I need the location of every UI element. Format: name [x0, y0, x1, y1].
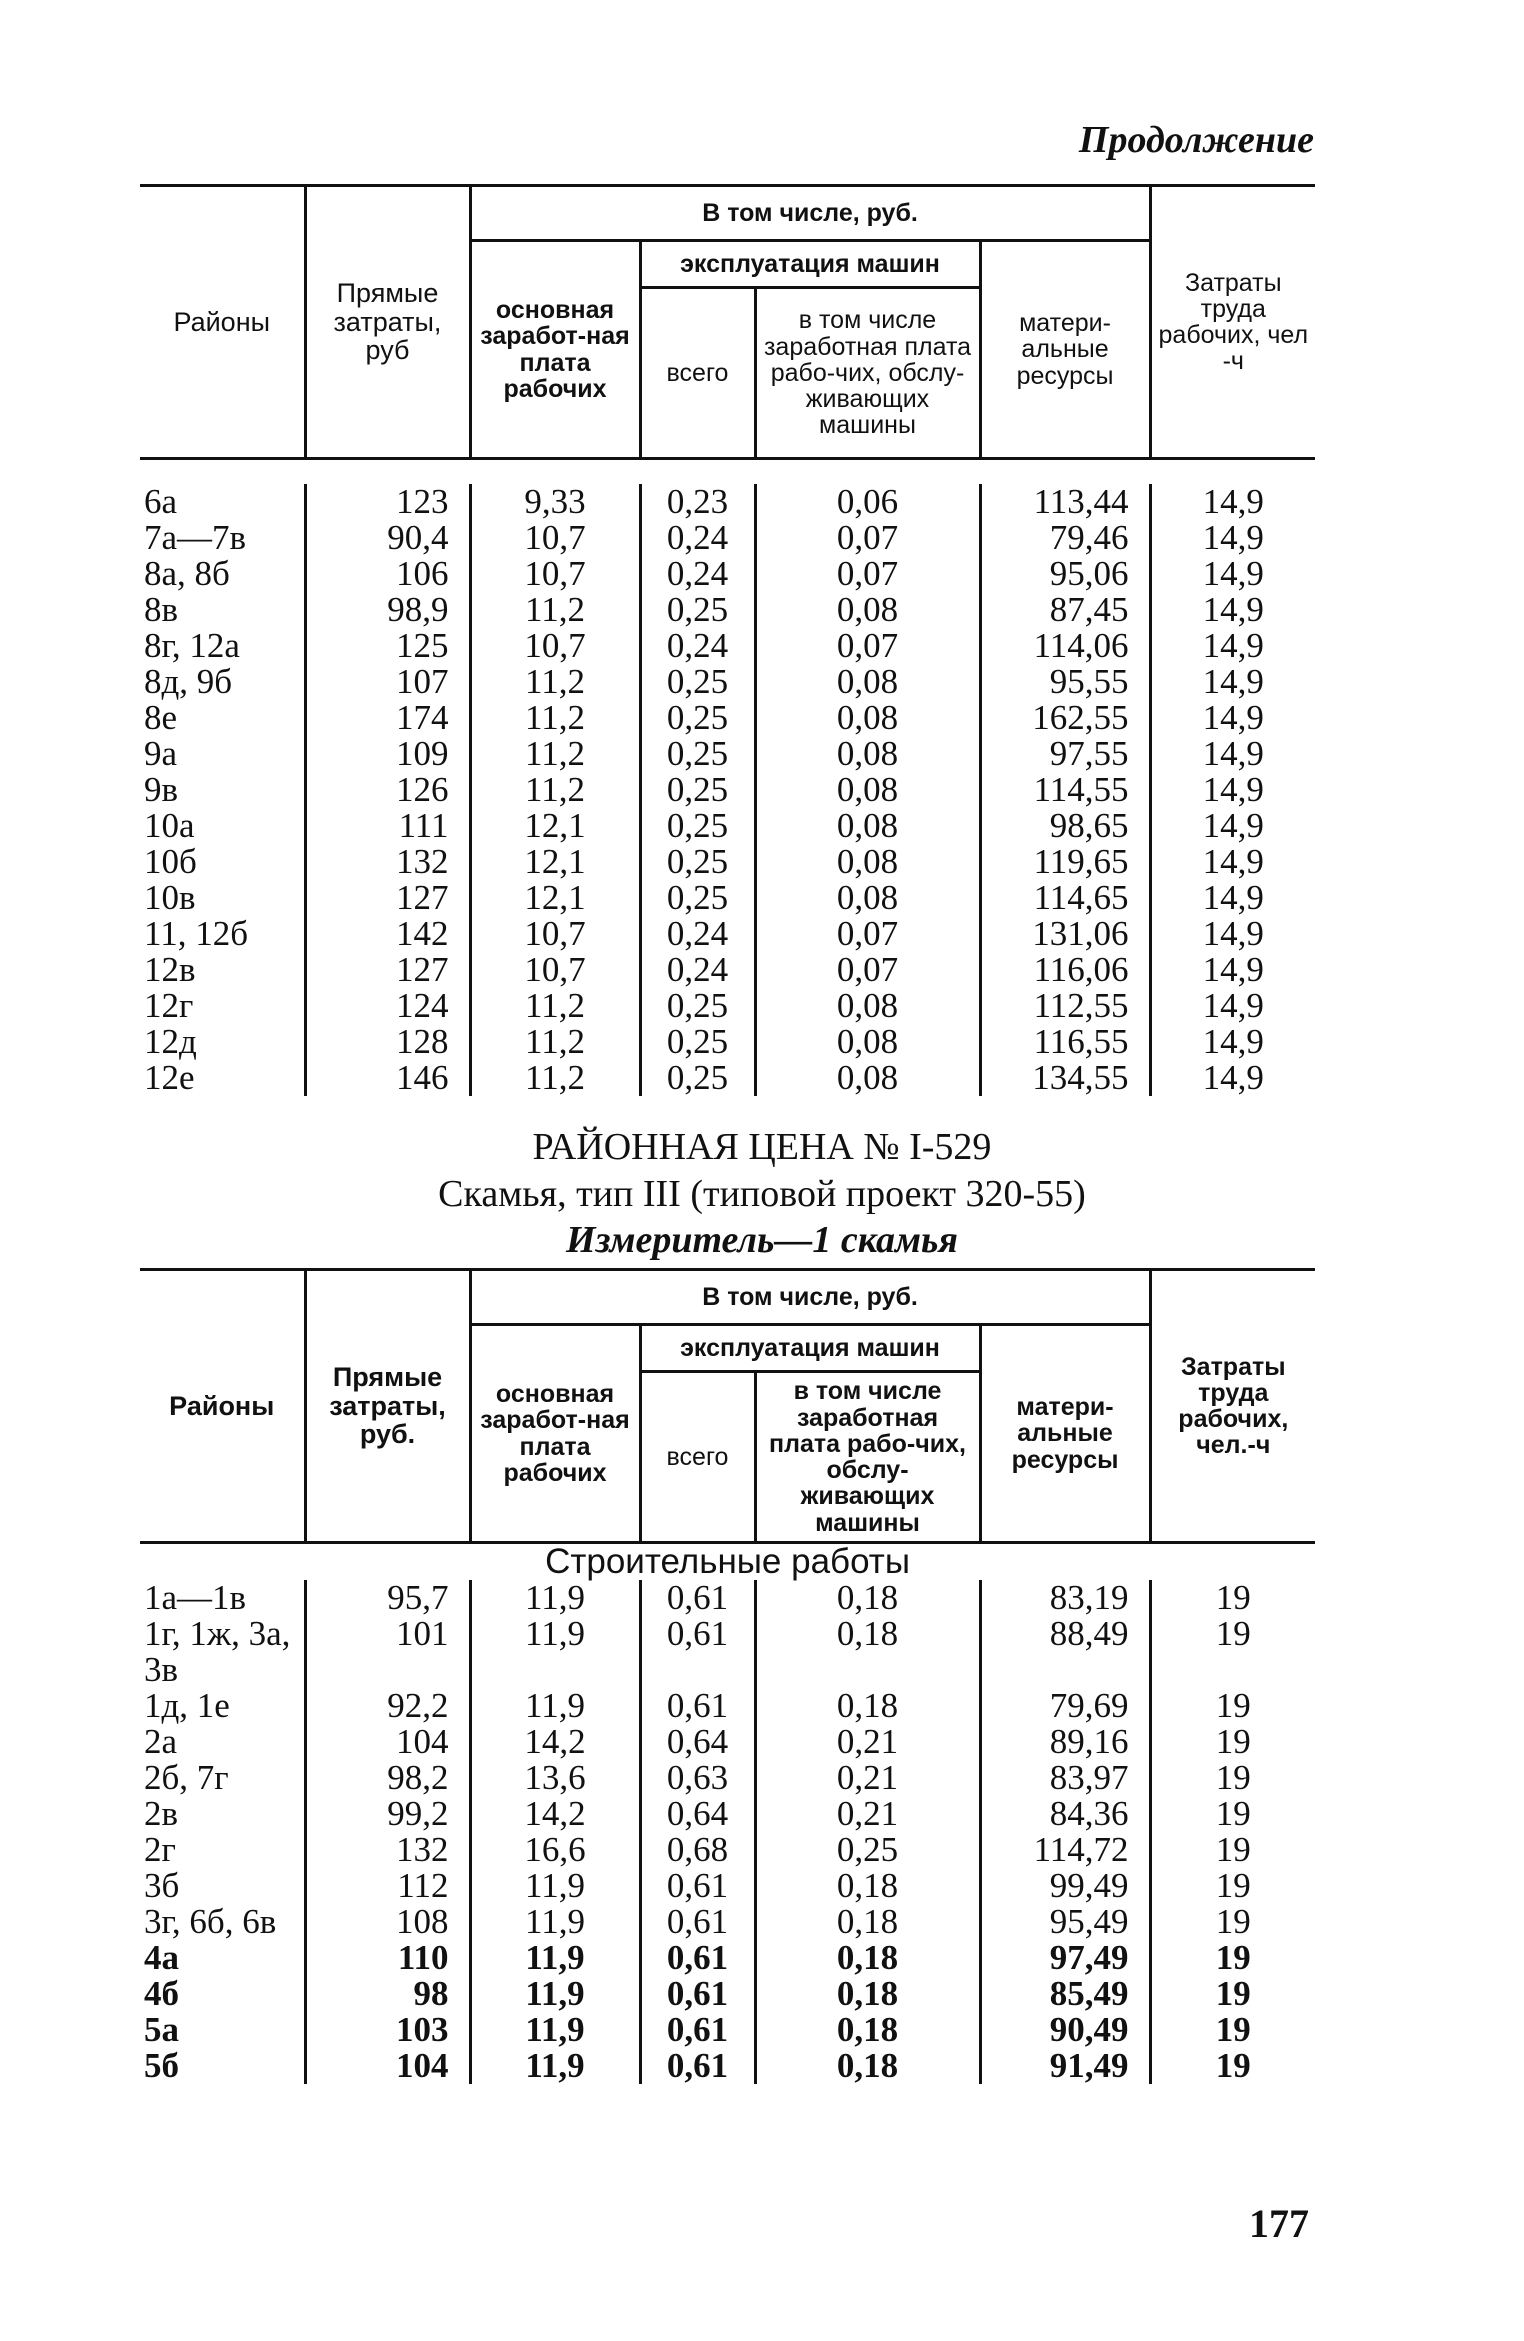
machine-total-cell: 0,61 — [640, 1580, 755, 1616]
machine-wages-cell: 0,18 — [755, 1580, 980, 1616]
table-row — [140, 520, 1315, 556]
table-row — [140, 1796, 1315, 1832]
direct-costs-cell: 98,9 — [305, 592, 470, 628]
materials-cell: 114,72 — [980, 1832, 1150, 1868]
region-cell: 3б — [140, 1868, 305, 1904]
table-row — [140, 628, 1315, 664]
materials-cell: 97,49 — [980, 1940, 1150, 1976]
base-wages-cell: 11,9 — [470, 1688, 640, 1724]
machine-wages-cell: 0,08 — [755, 700, 980, 736]
region-cell: 8а, 8б — [140, 556, 305, 592]
region-cell: 9в — [140, 772, 305, 808]
continued-label: Продолжение — [1078, 119, 1314, 161]
region-cell: 8г, 12а — [140, 628, 305, 664]
machine-total-cell: 0,61 — [640, 1904, 755, 1940]
direct-costs-cell: 132 — [305, 844, 470, 880]
base-wages-cell: 13,6 — [470, 1760, 640, 1796]
base-wages-cell: 11,2 — [470, 988, 640, 1024]
direct-costs-cell: 124 — [305, 988, 470, 1024]
base-wages-cell: 9,33 — [470, 484, 640, 520]
machine-total-cell: 0,64 — [640, 1796, 755, 1832]
machine-wages-cell: 0,08 — [755, 592, 980, 628]
materials-cell: 79,46 — [980, 520, 1150, 556]
materials-cell: 114,06 — [980, 628, 1150, 664]
direct-costs-cell: 126 — [305, 772, 470, 808]
machine-wages-cell: 0,25 — [755, 1832, 980, 1868]
base-wages-cell: 14,2 — [470, 1796, 640, 1832]
direct-costs-cell: 111 — [305, 808, 470, 844]
materials-cell: 114,55 — [980, 772, 1150, 808]
base-wages-cell: 11,2 — [470, 1060, 640, 1096]
machine-wages-cell: 0,07 — [755, 520, 980, 556]
table-row — [140, 808, 1315, 844]
labor-cell: 14,9 — [1202, 1022, 1264, 1061]
base-wages-cell: 10,7 — [470, 916, 640, 952]
header-including: В том числе, руб. — [470, 1270, 1150, 1325]
table-row — [140, 772, 1315, 808]
labor-cell: 19 — [1215, 1758, 1251, 1797]
machine-wages-cell: 0,18 — [755, 1688, 980, 1724]
machine-total-cell: 0,25 — [640, 880, 755, 916]
base-wages-cell: 11,9 — [470, 1904, 640, 1940]
direct-costs-cell: 132 — [305, 1832, 470, 1868]
table-row — [140, 952, 1315, 988]
machine-wages-cell: 0,06 — [755, 484, 980, 520]
labor-cell: 19 — [1215, 1686, 1251, 1725]
machine-total-cell: 0,64 — [640, 1724, 755, 1760]
table-row — [140, 1832, 1315, 1868]
base-wages-cell: 11,9 — [470, 1580, 640, 1616]
materials-cell: 90,49 — [980, 2012, 1150, 2048]
direct-costs-cell: 95,7 — [305, 1580, 470, 1616]
region-cell: 1г, 1ж, 3а, 3в — [140, 1616, 305, 1688]
direct-costs-cell: 92,2 — [305, 1688, 470, 1724]
labor-cell: 14,9 — [1202, 482, 1264, 521]
machine-total-cell: 0,25 — [640, 1060, 755, 1096]
machine-total-cell: 0,61 — [640, 1976, 755, 2012]
direct-costs-cell: 106 — [305, 556, 470, 592]
region-cell: 12г — [140, 988, 305, 1024]
materials-cell: 95,06 — [980, 556, 1150, 592]
header-materials: матери-альные ресурсы — [980, 1325, 1150, 1543]
labor-cell: 14,9 — [1202, 626, 1264, 665]
base-wages-cell: 11,2 — [470, 664, 640, 700]
table-row — [140, 2012, 1315, 2048]
machine-total-cell: 0,24 — [640, 916, 755, 952]
base-wages-cell: 12,1 — [470, 808, 640, 844]
region-cell: 12в — [140, 952, 305, 988]
header-region: Районы — [140, 1270, 305, 1543]
region-cell: 4б — [140, 1976, 305, 2012]
direct-costs-cell: 98 — [305, 1976, 470, 2012]
labor-cell: 19 — [1215, 1902, 1251, 1941]
table-row — [140, 1724, 1315, 1760]
machine-total-cell: 0,61 — [640, 1616, 755, 1688]
materials-cell: 84,36 — [980, 1796, 1150, 1832]
labor-cell: 19 — [1215, 1578, 1251, 1617]
direct-costs-cell: 123 — [305, 484, 470, 520]
machine-total-cell: 0,25 — [640, 700, 755, 736]
direct-costs-cell: 98,2 — [305, 1760, 470, 1796]
materials-cell: 95,55 — [980, 664, 1150, 700]
header-machine-operation: эксплуатация машин — [640, 241, 980, 288]
direct-costs-cell: 127 — [305, 880, 470, 916]
machine-total-cell: 0,63 — [640, 1760, 755, 1796]
region-cell: 1д, 1е — [140, 1688, 305, 1724]
direct-costs-cell: 110 — [305, 1940, 470, 1976]
labor-cell: 14,9 — [1202, 878, 1264, 917]
labor-cell: 19 — [1215, 1938, 1251, 1977]
table-row — [140, 1616, 1315, 1688]
region-cell: 2б, 7г — [140, 1760, 305, 1796]
measure-label: Измеритель—1 скамья — [566, 1219, 958, 1261]
labor-cell: 19 — [1215, 1866, 1251, 1905]
labor-cell: 14,9 — [1202, 986, 1264, 1025]
materials-cell: 79,69 — [980, 1688, 1150, 1724]
machine-total-cell: 0,24 — [640, 952, 755, 988]
machine-total-cell: 0,61 — [640, 1868, 755, 1904]
machine-total-cell: 0,23 — [640, 484, 755, 520]
table-row — [140, 664, 1315, 700]
header-labor: Затраты труда рабочих, чел -ч — [1150, 186, 1315, 459]
direct-costs-cell: 107 — [305, 664, 470, 700]
direct-costs-cell: 104 — [305, 1724, 470, 1760]
machine-total-cell: 0,25 — [640, 988, 755, 1024]
machine-total-cell: 0,24 — [640, 628, 755, 664]
direct-costs-cell: 109 — [305, 736, 470, 772]
header-materials: матери-альные ресурсы — [980, 241, 1150, 459]
direct-costs-cell: 127 — [305, 952, 470, 988]
materials-cell: 162,55 — [980, 700, 1150, 736]
base-wages-cell: 11,9 — [470, 2048, 640, 2084]
region-cell: 1а—1в — [140, 1580, 305, 1616]
direct-costs-cell: 174 — [305, 700, 470, 736]
table-row — [140, 1940, 1315, 1976]
machine-wages-cell: 0,08 — [755, 664, 980, 700]
table-row — [140, 1580, 1315, 1616]
header-machine-operation: эксплуатация машин — [640, 1325, 980, 1372]
machine-total-cell: 0,61 — [640, 1688, 755, 1724]
machine-total-cell: 0,61 — [640, 1940, 755, 1976]
materials-cell: 83,97 — [980, 1760, 1150, 1796]
machine-total-cell: 0,68 — [640, 1832, 755, 1868]
machine-wages-cell: 0,18 — [755, 2012, 980, 2048]
base-wages-cell: 11,2 — [470, 772, 640, 808]
table-row — [140, 1060, 1315, 1096]
machine-total-cell: 0,25 — [640, 1024, 755, 1060]
labor-cell: 19 — [1215, 1794, 1251, 1833]
region-cell: 8д, 9б — [140, 664, 305, 700]
materials-cell: 85,49 — [980, 1976, 1150, 2012]
direct-costs-cell: 112 — [305, 1868, 470, 1904]
machine-wages-cell: 0,21 — [755, 1796, 980, 1832]
table-row — [140, 916, 1315, 952]
machine-wages-cell: 0,21 — [755, 1760, 980, 1796]
materials-cell: 112,55 — [980, 988, 1150, 1024]
base-wages-cell: 14,2 — [470, 1724, 640, 1760]
header-total: всего — [640, 288, 755, 459]
region-cell: 10б — [140, 844, 305, 880]
region-cell: 3г, 6б, 6в — [140, 1904, 305, 1940]
materials-cell: 116,55 — [980, 1024, 1150, 1060]
base-wages-cell: 10,7 — [470, 556, 640, 592]
materials-cell: 87,45 — [980, 592, 1150, 628]
machine-wages-cell: 0,08 — [755, 988, 980, 1024]
table-row — [140, 1976, 1315, 2012]
materials-cell: 83,19 — [980, 1580, 1150, 1616]
direct-costs-cell: 146 — [305, 1060, 470, 1096]
page-number: 177 — [1249, 2201, 1309, 2246]
materials-cell: 114,65 — [980, 880, 1150, 916]
materials-cell: 91,49 — [980, 2048, 1150, 2084]
base-wages-cell: 12,1 — [470, 880, 640, 916]
direct-costs-cell: 103 — [305, 2012, 470, 2048]
direct-costs-cell: 128 — [305, 1024, 470, 1060]
table-row — [140, 484, 1315, 520]
header-region: Районы — [140, 186, 305, 459]
machine-wages-cell: 0,18 — [755, 1868, 980, 1904]
region-cell: 6а — [140, 484, 305, 520]
machine-wages-cell: 0,08 — [755, 736, 980, 772]
direct-costs-cell: 90,4 — [305, 520, 470, 556]
header-including: В том числе, руб. — [470, 186, 1150, 241]
header-direct-costs: Прямые затраты, руб. — [305, 1270, 470, 1543]
region-cell: 8е — [140, 700, 305, 736]
direct-costs-cell: 142 — [305, 916, 470, 952]
machine-total-cell: 0,25 — [640, 592, 755, 628]
table-row — [140, 700, 1315, 736]
base-wages-cell: 11,2 — [470, 736, 640, 772]
region-cell: 11, 12б — [140, 916, 305, 952]
region-cell: 8в — [140, 592, 305, 628]
labor-cell: 19 — [1215, 1614, 1251, 1653]
labor-cell: 14,9 — [1202, 698, 1264, 737]
materials-cell: 116,06 — [980, 952, 1150, 988]
machine-wages-cell: 0,08 — [755, 880, 980, 916]
header-base-wages: основная заработ-ная плата рабочих — [470, 1325, 640, 1543]
direct-costs-cell: 104 — [305, 2048, 470, 2084]
region-cell: 9а — [140, 736, 305, 772]
materials-cell: 98,65 — [980, 808, 1150, 844]
direct-costs-cell: 108 — [305, 1904, 470, 1940]
table-row — [140, 1904, 1315, 1940]
machine-total-cell: 0,25 — [640, 736, 755, 772]
table-2-body — [140, 1543, 1315, 2085]
header-incl-wages: в том числе заработная плата рабо-чих, обслу-живающих машины — [755, 288, 980, 459]
machine-total-cell: 0,24 — [640, 556, 755, 592]
base-wages-cell: 10,7 — [470, 628, 640, 664]
materials-cell: 131,06 — [980, 916, 1150, 952]
materials-cell: 134,55 — [980, 1060, 1150, 1096]
base-wages-cell: 11,2 — [470, 592, 640, 628]
machine-wages-cell: 0,08 — [755, 1060, 980, 1096]
machine-wages-cell: 0,08 — [755, 808, 980, 844]
machine-wages-cell: 0,07 — [755, 628, 980, 664]
machine-wages-cell: 0,18 — [755, 1976, 980, 2012]
machine-total-cell: 0,25 — [640, 808, 755, 844]
region-cell: 2г — [140, 1832, 305, 1868]
price-title: РАЙОННАЯ ЦЕНА № I-529 — [532, 1126, 992, 1168]
machine-wages-cell: 0,18 — [755, 1616, 980, 1688]
table-row — [140, 844, 1315, 880]
labor-cell: 14,9 — [1202, 662, 1264, 701]
region-cell: 5а — [140, 2012, 305, 2048]
direct-costs-cell: 101 — [305, 1616, 470, 1688]
labor-cell: 14,9 — [1202, 842, 1264, 881]
region-cell: 7а—7в — [140, 520, 305, 556]
machine-wages-cell: 0,21 — [755, 1724, 980, 1760]
section-label: Строительные работы — [545, 1542, 910, 1581]
labor-cell: 19 — [1215, 1830, 1251, 1869]
region-cell: 2в — [140, 1796, 305, 1832]
region-cell: 12д — [140, 1024, 305, 1060]
base-wages-cell: 11,9 — [470, 1868, 640, 1904]
machine-total-cell: 0,25 — [640, 664, 755, 700]
labor-cell: 19 — [1215, 2010, 1251, 2049]
labor-cell: 14,9 — [1202, 770, 1264, 809]
table-row — [140, 736, 1315, 772]
labor-cell: 14,9 — [1202, 554, 1264, 593]
price-table-2 — [140, 1268, 1315, 2084]
materials-cell: 97,55 — [980, 736, 1150, 772]
region-cell: 4а — [140, 1940, 305, 1976]
machine-wages-cell: 0,08 — [755, 1024, 980, 1060]
materials-cell: 119,65 — [980, 844, 1150, 880]
labor-cell: 19 — [1215, 1722, 1251, 1761]
machine-wages-cell: 0,08 — [755, 844, 980, 880]
labor-cell: 14,9 — [1202, 914, 1264, 953]
region-cell: 10а — [140, 808, 305, 844]
table-row — [140, 988, 1315, 1024]
region-cell: 2а — [140, 1724, 305, 1760]
labor-cell: 14,9 — [1202, 734, 1264, 773]
base-wages-cell: 16,6 — [470, 1832, 640, 1868]
labor-cell: 14,9 — [1202, 518, 1264, 557]
header-incl-wages: в том числе заработная плата рабо-чих, обслу-живающих машины — [755, 1372, 980, 1543]
base-wages-cell: 10,7 — [470, 520, 640, 556]
base-wages-cell: 12,1 — [470, 844, 640, 880]
base-wages-cell: 11,9 — [470, 1616, 640, 1688]
header-base-wages: основная заработ-ная плата рабочих — [470, 241, 640, 459]
materials-cell: 89,16 — [980, 1724, 1150, 1760]
base-wages-cell: 11,9 — [470, 1976, 640, 2012]
table-row — [140, 1760, 1315, 1796]
base-wages-cell: 11,2 — [470, 700, 640, 736]
base-wages-cell: 10,7 — [470, 952, 640, 988]
labor-cell: 19 — [1215, 2046, 1251, 2085]
machine-wages-cell: 0,07 — [755, 916, 980, 952]
machine-total-cell: 0,25 — [640, 844, 755, 880]
machine-wages-cell: 0,18 — [755, 2048, 980, 2084]
region-cell: 10в — [140, 880, 305, 916]
header-direct-costs: Прямые затраты, руб — [305, 186, 470, 459]
base-wages-cell: 11,2 — [470, 1024, 640, 1060]
materials-cell: 88,49 — [980, 1616, 1150, 1688]
table-row — [140, 880, 1315, 916]
header-total: всего — [640, 1372, 755, 1543]
table-row — [140, 592, 1315, 628]
labor-cell: 14,9 — [1202, 806, 1264, 845]
price-table-1 — [140, 184, 1315, 1096]
machine-total-cell: 0,61 — [640, 2048, 755, 2084]
table-row — [140, 1024, 1315, 1060]
labor-cell: 14,9 — [1202, 590, 1264, 629]
machine-wages-cell: 0,08 — [755, 772, 980, 808]
header-labor: Затраты труда рабочих, чел.-ч — [1150, 1270, 1315, 1543]
base-wages-cell: 11,9 — [470, 1940, 640, 1976]
materials-cell: 99,49 — [980, 1868, 1150, 1904]
machine-total-cell: 0,61 — [640, 2012, 755, 2048]
machine-wages-cell: 0,07 — [755, 556, 980, 592]
machine-wages-cell: 0,18 — [755, 1904, 980, 1940]
machine-total-cell: 0,24 — [640, 520, 755, 556]
labor-cell: 14,9 — [1202, 950, 1264, 989]
table-1-body — [140, 484, 1315, 1096]
table-row — [140, 1688, 1315, 1724]
item-subtitle: Скамья, тип III (типовой проект 320-55) — [438, 1173, 1086, 1215]
materials-cell: 95,49 — [980, 1904, 1150, 1940]
materials-cell: 113,44 — [980, 484, 1150, 520]
labor-cell: 19 — [1215, 1974, 1251, 2013]
region-cell: 5б — [140, 2048, 305, 2084]
labor-cell: 14,9 — [1202, 1058, 1264, 1097]
table-row — [140, 2048, 1315, 2084]
table-row — [140, 1868, 1315, 1904]
direct-costs-cell: 125 — [305, 628, 470, 664]
region-cell: 12е — [140, 1060, 305, 1096]
direct-costs-cell: 99,2 — [305, 1796, 470, 1832]
table-row — [140, 556, 1315, 592]
machine-wages-cell: 0,07 — [755, 952, 980, 988]
machine-total-cell: 0,25 — [640, 772, 755, 808]
machine-wages-cell: 0,18 — [755, 1940, 980, 1976]
base-wages-cell: 11,9 — [470, 2012, 640, 2048]
